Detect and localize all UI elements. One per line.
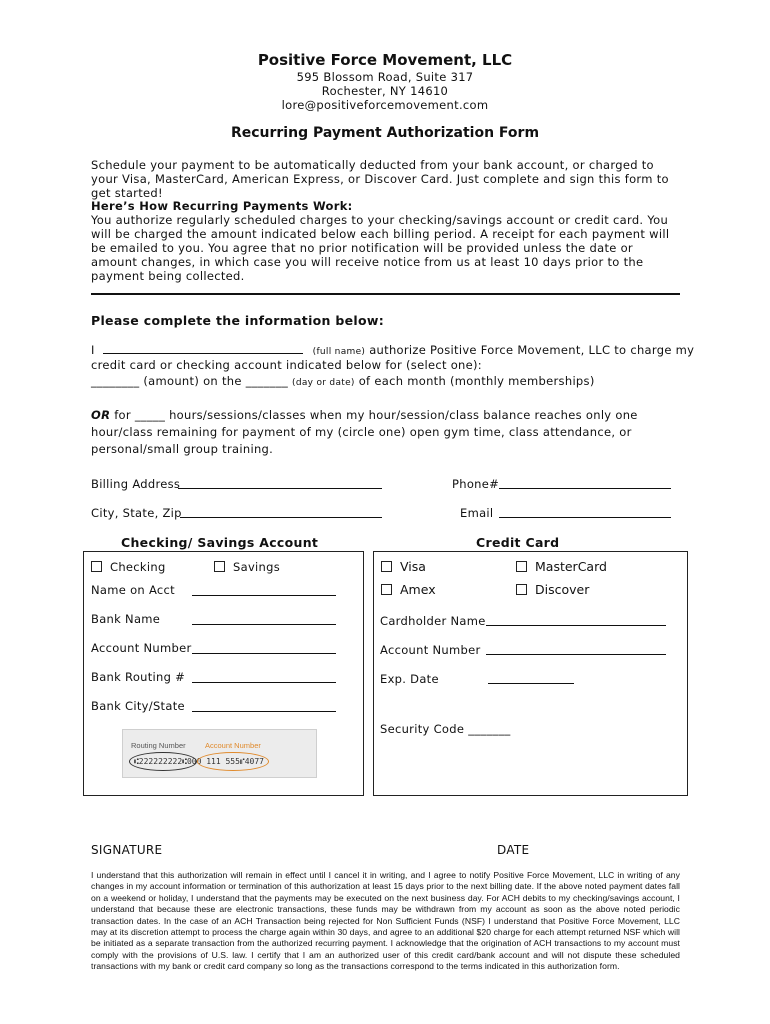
fine-print: I understand that this authorization will remain in effect until I cancel it in writing, and I agree to notify Positive Force Movement, LLC in writing of any changes in my account information or termination of this authorization at least 15 days prior to the next billing date. If the above noted payment dates fall on a weekend or holiday, I understand that the payments may be executed on the next business day. For ACH debits to my checking/savings account, I understand that because these are electronic transactions, these funds may be withdrawn from my account as soon as the above noted periodic transaction dates. In the case of an ACH Transaction being rejected for Non Sufficient Funds (NSF) I understand that Positive Force Movement, LLC may at its discretion attempt to process the charge again within 30 days, and agree to an additional $20 charge for each attempt returned NSF which will be initiated as a separate transaction from the authorized recurring payment. I acknowledge that the origination of ACH transactions to my account must comply with the provisions of U.S. law. I certify that I am an authorized user of this credit card/bank account and will not dispute these scheduled transactions with my bank or credit card company so long as the transactions correspond to the terms indicated in this authorization form. bbox=[91, 870, 680, 972]
city-state-zip-field[interactable] bbox=[180, 517, 382, 518]
security-code-row bbox=[380, 722, 511, 736]
check-micr-line: ⑆222222222⑆000 111 555⑈4077 bbox=[134, 757, 264, 766]
bank-city-state-field[interactable] bbox=[192, 711, 336, 712]
day-field[interactable]: _______ bbox=[245, 374, 289, 388]
checking-checkbox[interactable] bbox=[91, 561, 102, 572]
signature-label: SIGNATURE bbox=[91, 843, 163, 857]
routing-highlight-oval bbox=[129, 752, 197, 771]
city-state-zip-label: City, State, Zip bbox=[91, 506, 182, 520]
email-label: Email bbox=[460, 506, 494, 520]
exp-date-field[interactable] bbox=[488, 683, 574, 684]
or-label: OR bbox=[91, 408, 111, 422]
check-routing-label: Routing Number bbox=[131, 741, 186, 750]
amex-option[interactable] bbox=[381, 582, 436, 597]
phone-label: Phone# bbox=[452, 477, 500, 491]
each-month-text: of each month (monthly memberships) bbox=[358, 374, 595, 388]
how-heading: Here’s How Recurring Payments Work: bbox=[91, 199, 353, 213]
checking-option[interactable] bbox=[91, 560, 166, 574]
mastercard-label: MasterCard bbox=[535, 559, 607, 574]
billing-address-field[interactable] bbox=[178, 488, 382, 489]
account-highlight-oval bbox=[197, 752, 269, 771]
card-account-number-label: Account Number bbox=[380, 643, 481, 657]
or-paragraph bbox=[91, 407, 691, 458]
mastercard-checkbox[interactable] bbox=[516, 561, 527, 572]
bank-account-number-field[interactable] bbox=[192, 653, 336, 654]
savings-checkbox[interactable] bbox=[214, 561, 225, 572]
savings-label: Savings bbox=[233, 560, 281, 574]
company-street: 595 Blossom Road, Suite 317 bbox=[296, 70, 474, 84]
mastercard-option[interactable] bbox=[516, 559, 607, 574]
amount-text: (amount) on the bbox=[143, 374, 242, 388]
bank-heading: Checking/ Savings Account bbox=[121, 535, 319, 550]
discover-label: Discover bbox=[535, 582, 590, 597]
security-code-label: Security Code bbox=[380, 722, 465, 736]
email-field[interactable] bbox=[499, 517, 671, 518]
card-account-number-field[interactable] bbox=[486, 654, 666, 655]
bank-routing-label: Bank Routing # bbox=[91, 670, 186, 684]
discover-option[interactable] bbox=[516, 582, 589, 597]
visa-option[interactable] bbox=[381, 559, 426, 574]
cardholder-label: Cardholder Name bbox=[380, 614, 486, 628]
billing-address-label: Billing Address bbox=[91, 477, 181, 491]
company-city: Rochester, NY 14610 bbox=[321, 84, 449, 98]
checking-label: Checking bbox=[110, 560, 166, 574]
form-title: Recurring Payment Authorization Form bbox=[230, 125, 540, 141]
how-text: You authorize regularly scheduled charges to your checking/savings account or credit card. You will be charged the amount indicated below each billing period. A receipt for each payment will be emailed to you. You agree that no prior notification will be provided unless the date or amount changes, in which case you will receive notice from us at least 10 days prior to the payment being collected. bbox=[91, 213, 670, 283]
amex-checkbox[interactable] bbox=[381, 584, 392, 595]
check-illustration bbox=[122, 729, 317, 778]
bank-name-field[interactable] bbox=[192, 624, 336, 625]
visa-label: Visa bbox=[400, 559, 426, 574]
amount-field[interactable]: ________ bbox=[91, 374, 140, 388]
full-name-hint: (full name) bbox=[312, 347, 366, 357]
day-hint: (day or date) bbox=[292, 378, 355, 388]
visa-checkbox[interactable] bbox=[381, 561, 392, 572]
auth-line-3 bbox=[91, 374, 595, 388]
bank-account-number-label: Account Number bbox=[91, 641, 192, 655]
bank-city-state-label: Bank City/State bbox=[91, 699, 185, 713]
bank-routing-field[interactable] bbox=[192, 682, 336, 683]
full-name-field[interactable] bbox=[103, 342, 303, 354]
company-email: lore@positiveforcemovement.com bbox=[281, 98, 489, 112]
intro-text: Schedule your payment to be automatically deducted from your bank account, or charged to your Visa, MasterCard, American Express, or Discover Card. Just complete and sign this form to get started! bbox=[91, 158, 669, 200]
exp-date-label: Exp. Date bbox=[380, 672, 439, 686]
security-code-field[interactable]: _______ bbox=[468, 722, 511, 736]
or-text: for _____ hours/sessions/classes when my hour/session/class balance reaches only one hour/class remaining for payment of my (circle one) open gym time, class attendance, or personal/small group training. bbox=[91, 408, 638, 456]
complete-heading: Please complete the information below: bbox=[91, 313, 385, 328]
auth-line-1 bbox=[91, 342, 694, 357]
company-name: Positive Force Movement, LLC bbox=[257, 51, 513, 69]
amex-label: Amex bbox=[400, 582, 436, 597]
bank-name-label: Bank Name bbox=[91, 612, 161, 626]
discover-checkbox[interactable] bbox=[516, 584, 527, 595]
date-label: DATE bbox=[497, 843, 530, 857]
auth-line-2: credit card or checking account indicated below for (select one): bbox=[91, 358, 482, 372]
auth-authorize-text: authorize Positive Force Movement, LLC to charge my bbox=[369, 343, 695, 357]
savings-option[interactable] bbox=[214, 560, 280, 574]
check-account-label: Account Number bbox=[205, 741, 261, 750]
section-divider bbox=[91, 293, 680, 295]
cardholder-field[interactable] bbox=[486, 625, 666, 626]
card-heading: Credit Card bbox=[476, 535, 560, 550]
phone-field[interactable] bbox=[499, 488, 671, 489]
auth-i: I bbox=[91, 343, 95, 357]
name-on-acct-label: Name on Acct bbox=[91, 583, 175, 597]
name-on-acct-field[interactable] bbox=[192, 595, 336, 596]
